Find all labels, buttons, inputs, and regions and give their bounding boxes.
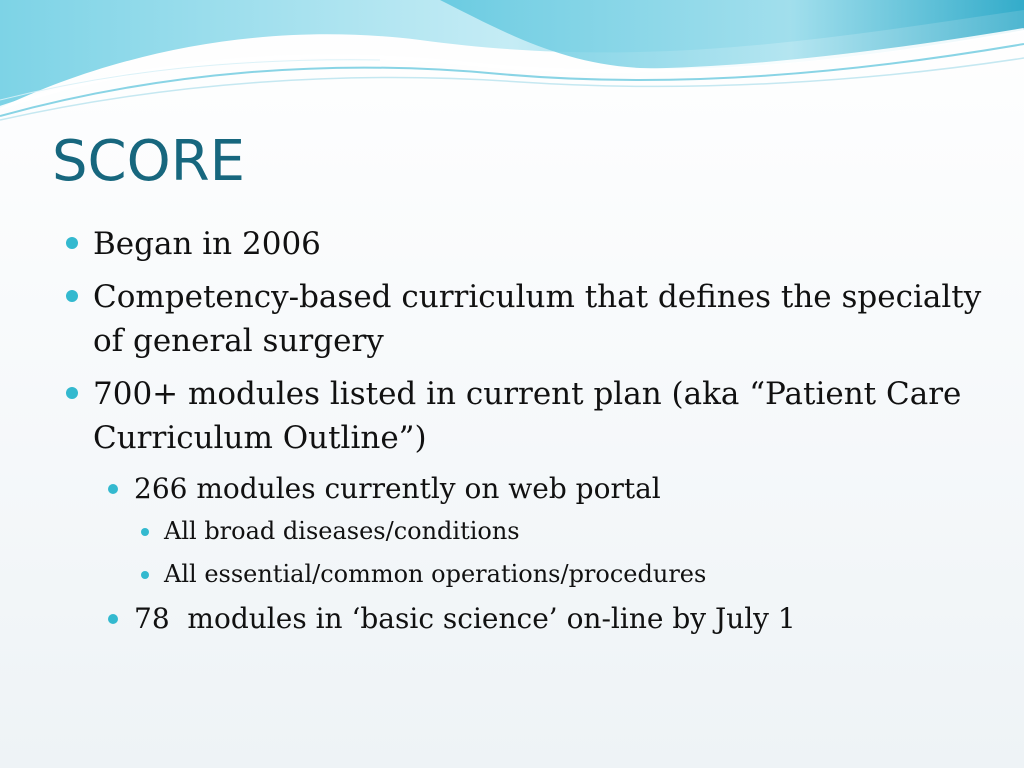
bullet-list — [64, 222, 984, 643]
sub-sub-bullet-item — [136, 513, 984, 549]
bullet-text: Began in 2006 — [93, 226, 321, 262]
bullet-text: Competency-based curriculum that defines the specialty of general surgery — [93, 279, 982, 359]
bullet-text: All broad diseases/conditions — [164, 517, 520, 545]
decorative-wave-header — [0, 0, 1024, 130]
slide-title: SCORE — [52, 129, 246, 194]
bullet-dot-icon — [108, 614, 118, 624]
sub-sub-bullet-item — [136, 556, 984, 592]
bullet-dot-icon — [66, 290, 78, 302]
bullet-item — [64, 222, 984, 266]
bullet-dot-icon — [108, 484, 118, 494]
sub-bullet-item — [105, 469, 984, 509]
bullet-item — [64, 372, 984, 460]
bullet-dot-icon — [66, 387, 78, 399]
bullet-text: 78 modules in ‘basic science’ on-line by July 1 — [134, 602, 796, 635]
bullet-dot-icon — [141, 528, 149, 536]
sub-bullet-item — [105, 599, 984, 639]
bullet-text: 700+ modules listed in current plan (aka “Patient Care Curriculum Outline”) — [93, 376, 962, 456]
bullet-dot-icon — [66, 237, 78, 249]
bullet-text: 266 modules currently on web portal — [134, 472, 661, 505]
bullet-dot-icon — [141, 571, 149, 579]
bullet-item — [64, 275, 984, 363]
bullet-text: All essential/common operations/procedures — [164, 560, 707, 588]
